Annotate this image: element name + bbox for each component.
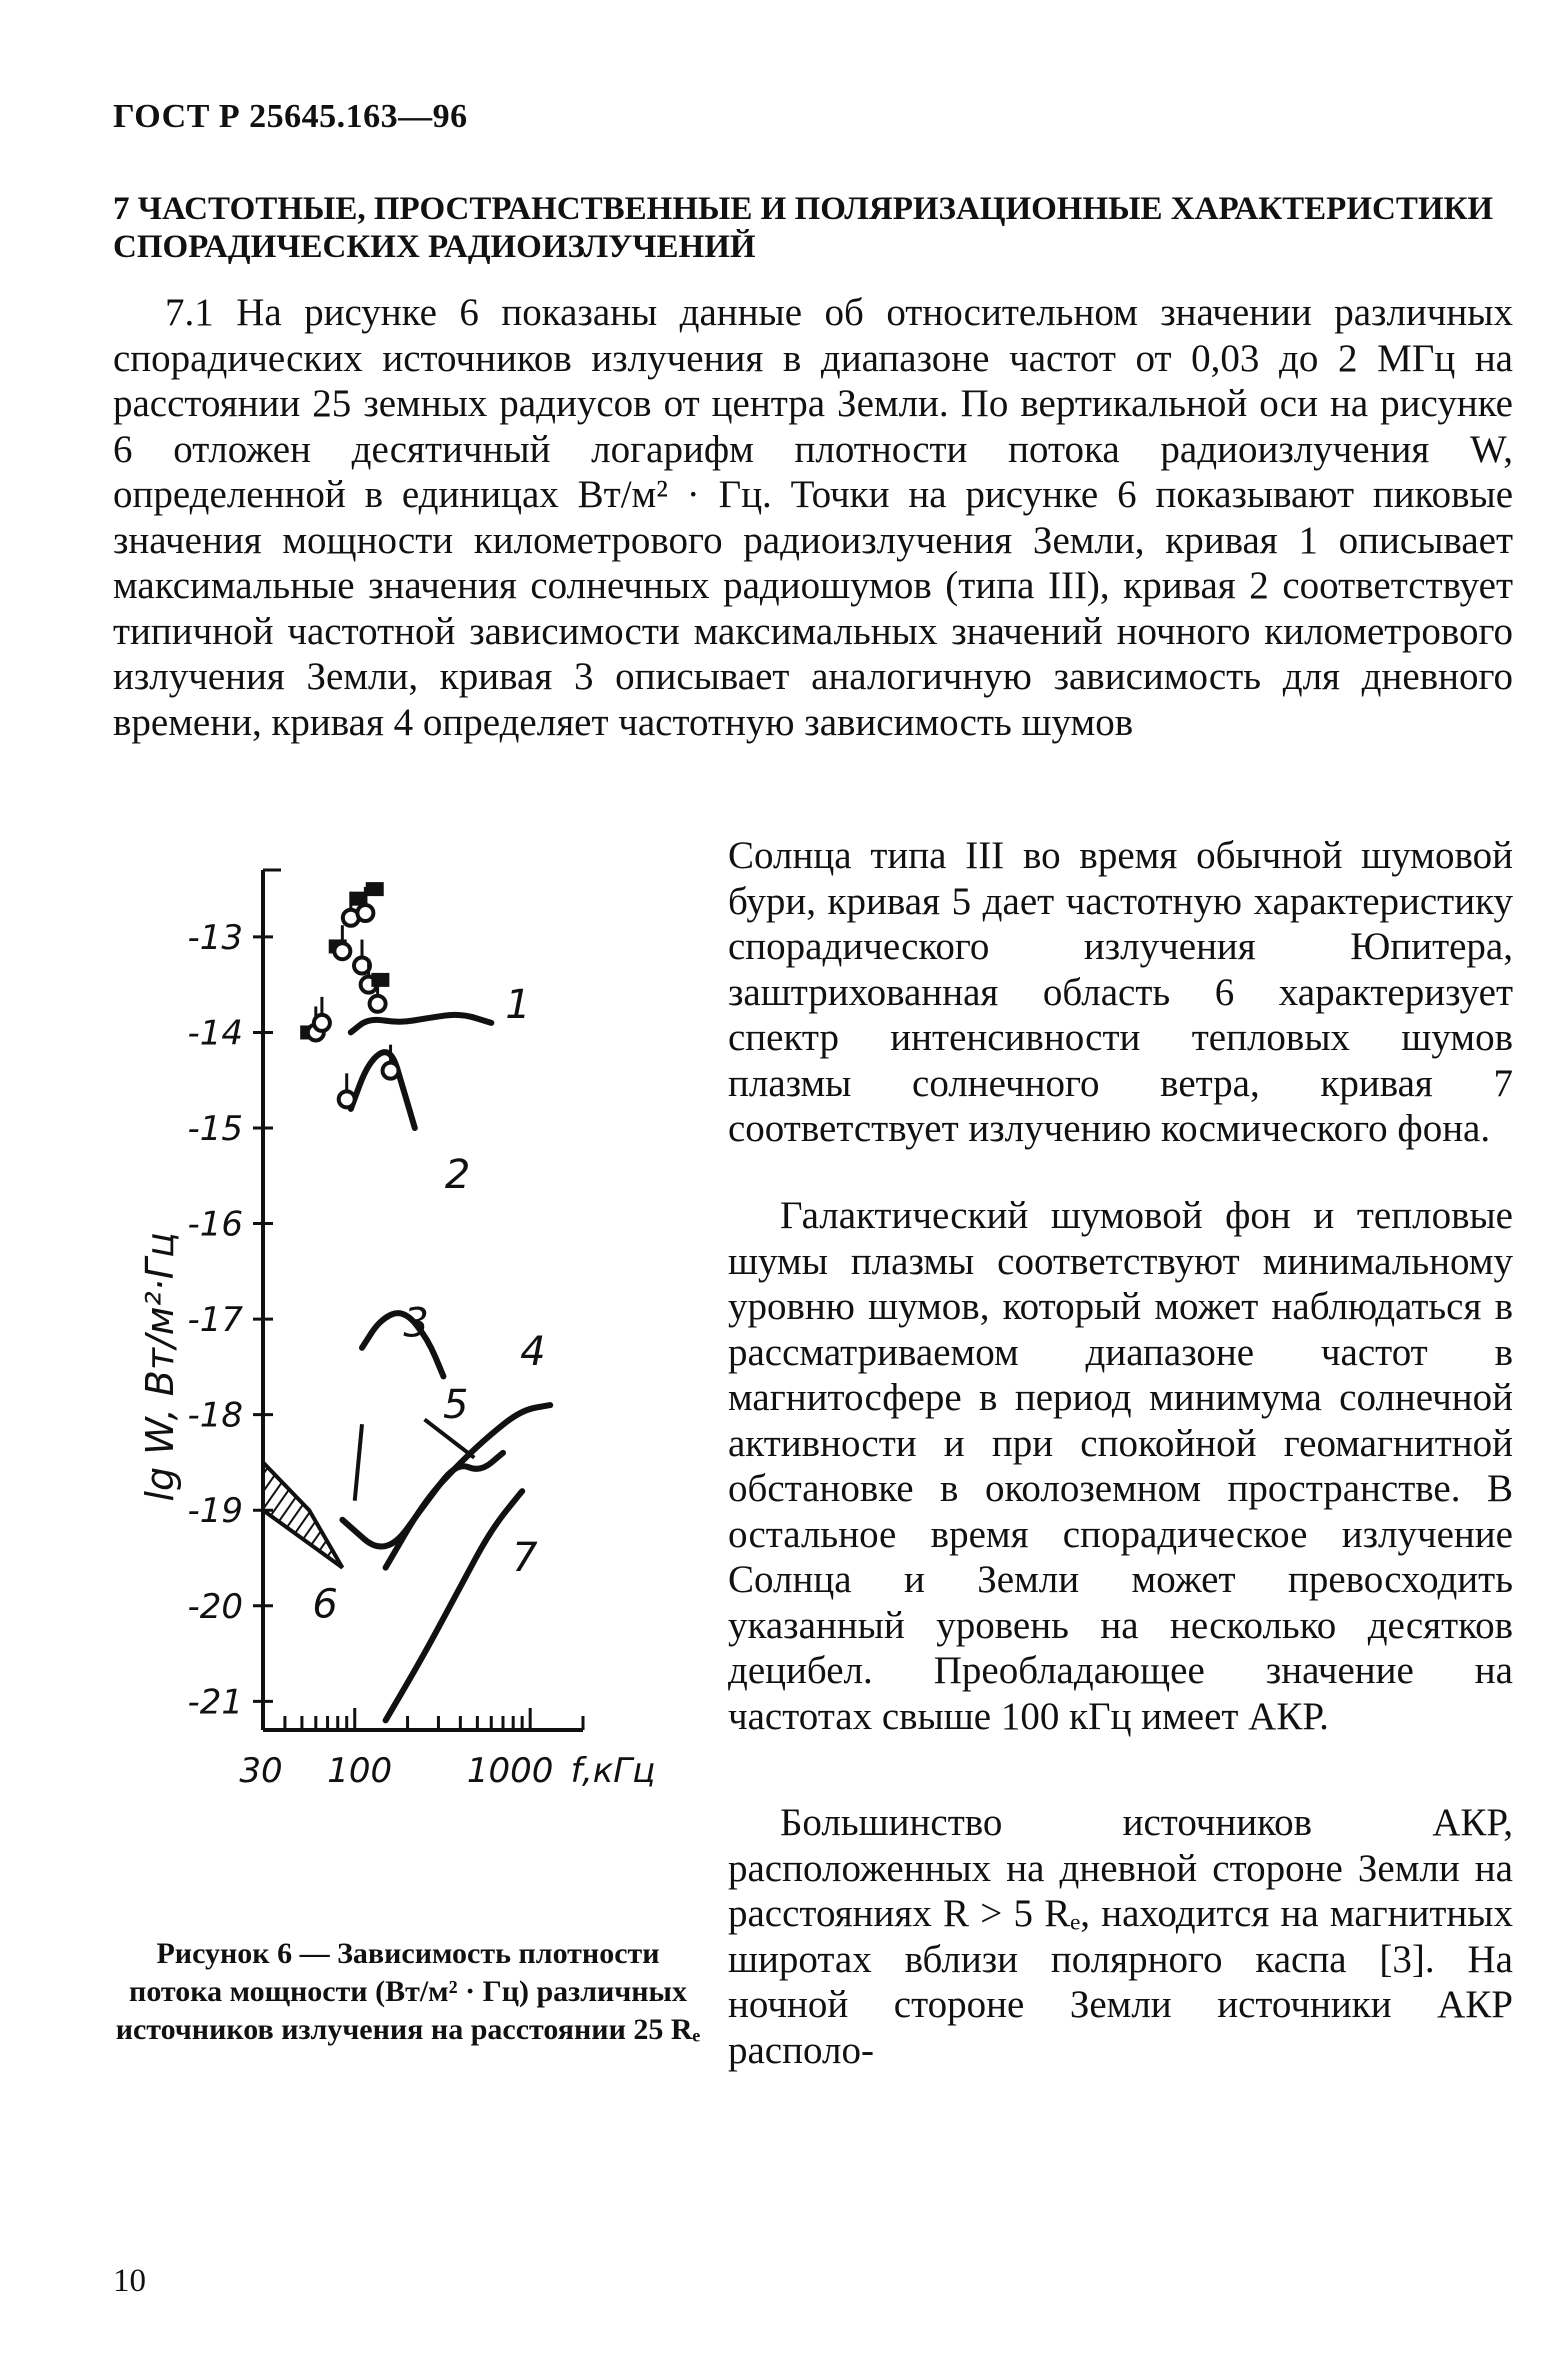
curve-label-6: 6: [312, 1581, 338, 1628]
y-tick-label: -16: [187, 1204, 243, 1245]
curve-label-3: 3: [403, 1300, 429, 1347]
data-point-circle: [370, 996, 386, 1012]
chart-svg: [113, 850, 698, 1880]
y-tick-label: -18: [187, 1395, 243, 1436]
figure-caption: Рисунок 6 — Зависимость плотности потока мощности (Вт/м² · Гц) различных источников излучения на расстоянии 25 Rₑ: [115, 1937, 701, 2046]
y-tick-label: -15: [187, 1109, 243, 1149]
section-title: 7 ЧАСТОТНЫЕ, ПРОСТРАНСТВЕННЫЕ И ПОЛЯРИЗАЦИОННЫЕ ХАРАКТЕРИСТИКИ СПОРАДИЧЕСКИХ РАДИОИЗЛУЧЕНИЙ: [113, 191, 1494, 265]
data-point-circle: [357, 905, 373, 921]
curve-label-5: 5: [443, 1381, 469, 1428]
data-point-circle: [339, 1091, 355, 1107]
y-tick-label: -13: [187, 917, 243, 958]
document-id-header: ГОСТ Р 25645.163—96: [113, 98, 468, 135]
curve-1: [351, 1015, 492, 1033]
curve-2: [351, 1052, 415, 1128]
paragraph-galactic-noise: Галактический шумовой фон и тепловые шумы плазмы соответствуют минимальному уровню шумов, который может наблюдаться в рассматриваемом диапазоне частот в магнитосфере в период минимума солнечной активности и при спокойной геомагнитной обстановке в околоземном пространстве. В остальное время спорадическое излучение Солнца и Земли может превосходить указанный уровень на несколько десятков децибел. Преобладающее значение на частотах свыше 100 кГц имеет АКР.: [728, 1194, 1513, 1738]
x-tick-label: 1000: [466, 1751, 554, 1791]
chart-points: [300, 882, 398, 1107]
curve-label-4: 4: [520, 1329, 546, 1376]
data-point-circle: [314, 1015, 330, 1031]
x-tick-label: 30: [239, 1751, 283, 1791]
hatched-region-6: [263, 1462, 342, 1567]
page-number: 10: [113, 2263, 146, 2299]
y-tick-label: -14: [187, 1013, 243, 1054]
figure-6-chart: [113, 850, 698, 1880]
data-point-square: [371, 973, 389, 987]
paragraph-akr-sources: Большинство источников АКР, расположенных на дневной стороне Земли на расстояниях R > 5 Rₑ, находится на магнитных широтах вблизи полярного каспа [3]. На ночной стороне Земли источники АКР располо-: [728, 1801, 1513, 2072]
curve-label-1: 1: [505, 981, 531, 1028]
data-point-circle: [383, 1063, 399, 1079]
data-point-circle: [334, 943, 350, 959]
y-tick-label: -21: [187, 1682, 243, 1723]
hatched-area-6: [263, 1462, 342, 1567]
curve-label-7: 7: [512, 1535, 538, 1582]
paragraph-7-1-continued: Солнца типа III во время обычной шумовой бури, кривая 5 дает частотную характеристику спорадического излучения Юпитера, заштрихованная область 6 характеризует спектр интенсивности тепловых шумов плазмы солнечного ветра, кривая 7 соответствует излучению космического фона.: [728, 834, 1513, 1150]
x-tick-label: 100: [327, 1751, 393, 1791]
x-axis-label: f,кГц: [570, 1751, 656, 1791]
data-point-square: [366, 882, 384, 896]
chart-curves: [342, 1015, 550, 1721]
curve-label-2: 2: [444, 1152, 471, 1198]
paragraph-7-1: 7.1 На рисунке 6 показаны данные об относительном значении различных спорадических источников излучения в диапазоне частот от 0,03 до 2 МГц на расстоянии 25 земных радиусов от центра Земли. По вертикальной оси на рисунке 6 отложен десятичный логарифм плотности потока радиоизлучения W, определенной в единицах Вт/м² · Гц. Точки на рисунке 6 показывают пиковые значения мощности километрового радиоизлучения Земли, кривая 1 описывает максимальные значения солнечных радиошумов (типа III), кривая 2 соответствует типичной частотной зависимости максимальных значений ночного километрового излучения Земли, кривая 3 описывает аналогичную зависимость для дневного времени, кривая 4 определяет частотную зависимость шумов: [113, 291, 1513, 744]
chart-labels: [138, 918, 655, 1791]
y-tick-label: -19: [187, 1491, 243, 1532]
arrow-5b-line: [355, 1424, 362, 1500]
y-tick-label: -20: [187, 1586, 243, 1627]
y-axis-label: lg W, Вт/м²·Гц: [138, 1232, 182, 1502]
curve-5: [342, 1453, 503, 1547]
y-tick-label: -17: [187, 1300, 243, 1341]
